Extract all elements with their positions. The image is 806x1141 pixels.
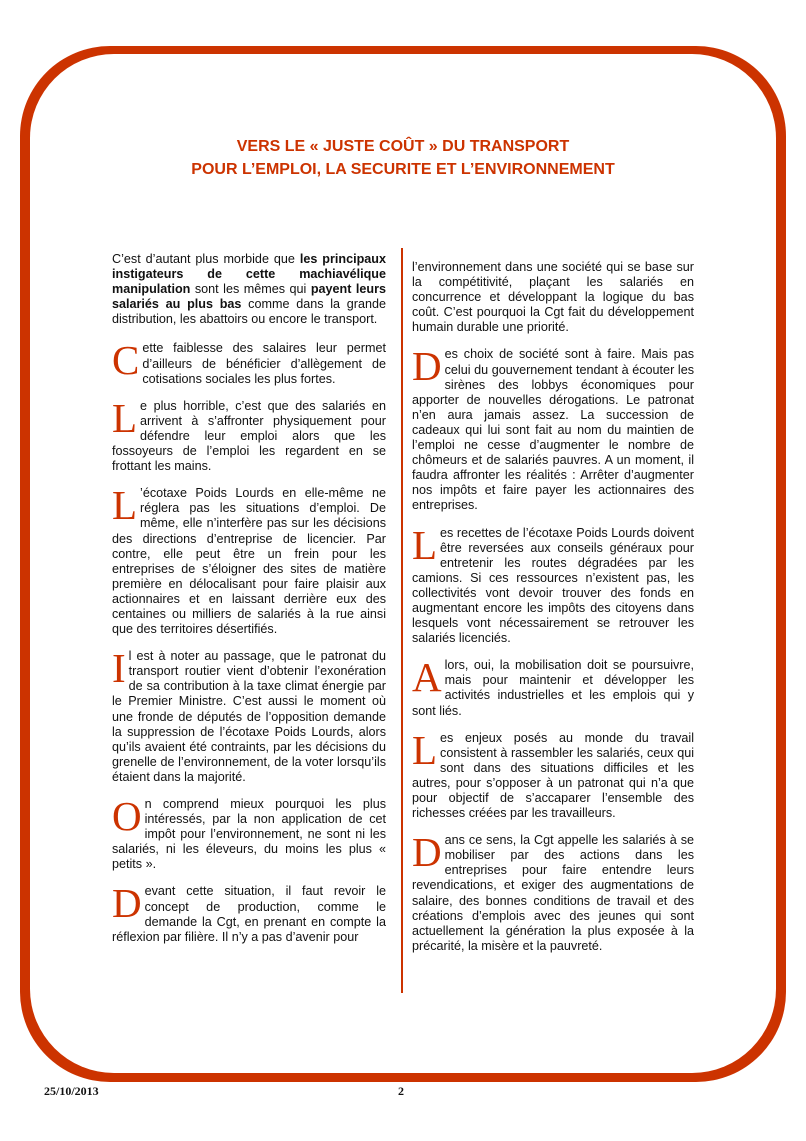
column-divider [401,248,403,993]
drop-cap: D [412,829,442,876]
paragraph [412,343,694,513]
paragraph-text: sont les mêmes qui [190,282,311,297]
paragraph-text: e plus horrible, c’est que des salariés en arrivent à s’affronter physiquement pour défendre leur emploi alors que les fossoyeurs de l’emploi les regardent en se frottant les mains. [112,398,386,474]
paragraph-text: ’écotaxe Poids Lourds en elle-même ne réglera pas les situations d’emploi. De même, elle n’interfère pas sur les décisions des directions d’entreprise de licencier. Par contre, elle peut être un frein pour les entreprises de s’éloigner des sites de matière première en délocalisant pour faire plaisir aux actionnaires et en laissant derrière eux des centaines ou milliers de salariés à la rue ainsi que des territoires désertifiés. [112,486,386,637]
paragraph-text: comme dans la grande distribution, les abattoirs ou encore le transport. [112,297,387,327]
drop-cap: C [112,337,140,384]
paragraph [412,654,694,718]
drop-cap: D [112,880,142,927]
right-column [412,260,694,966]
paragraph-text: n comprend mieux pourquoi les plus intéressés, par la non application de cet impôt pour l’environnement, ne sont ni les salariés, ni les éleveurs, du moins les plus « petits ». [112,797,386,872]
paragraph [112,482,386,637]
paragraph-text: lors, oui, la mobilisation doit se poursuivre, mais pour maintenir et développer les activités industrielles et les emplois qui y sont liés. [412,658,694,718]
drop-cap: O [112,793,142,839]
title-line-1: VERS LE « JUSTE COÛT » DU TRANSPORT [236,138,570,155]
paragraph-text: es recettes de l’écotaxe Poids Lourds doivent être reversées aux conseils généraux pour entretenir les routes dégradées par les camions. Si ces ressources n’existent pas, les collectivités vont devoir trouver des fonds en augmentant encore les impôts des citoyens dans lesquels vont nécessairement se retrouver les salariés licenciés. [412,525,694,646]
footer-page-number: 2 [398,1084,404,1098]
left-column [112,252,386,957]
paragraph-text: l’environnement dans une société qui se base sur la compétitivité, plaçant les salariés en concurrence et développant la logique du bas coût. C’est pourquoi la Cgt fait du développement humain durable une priorité. [412,260,694,335]
paragraph [412,726,694,822]
paragraph [112,645,386,785]
drop-cap: I [112,645,126,692]
drop-cap: A [412,654,442,701]
paragraph-text: es enjeux posés au monde du travail consistent à rassembler les salariés, ceux qui sont dans des situations difficiles et les autres, pour s’opposer à un patronat qui n’a que pour objectif de s’accaparer l’ensemble des richesses créées par les travailleurs. [412,730,694,821]
emphasis-text: payent leurs salariés au plus bas [112,282,386,312]
page-title [0,135,806,181]
paragraph [112,793,386,872]
paragraph [412,260,694,335]
paragraph [412,829,694,954]
drop-cap: L [412,726,438,773]
title-line-2: POUR L’EMPLOI, LA SECURITE ET L’ENVIRONNEMENT [191,161,615,178]
paragraph [112,252,386,327]
paragraph-text: evant cette situation, il faut revoir le concept de production, comme le demande la Cgt, en prenant en compte la réflexion par filière. Il n’y a pas d’avenir pour [112,884,386,944]
paragraph [112,880,386,944]
paragraph [112,394,386,474]
footer-date: 25/10/2013 [44,1084,99,1098]
paragraph-text: ans ce sens, la Cgt appelle les salariés à se mobiliser par des actions dans les entreprises pour faire entendre leurs revendications, et exiger des augmentations de salaire, des bonnes conditions de travail et des créations d’emplois avec des jeunes qui sont actuellement la génération la plus exposée à la précarité, la misère et la pauvreté. [412,833,694,953]
drop-cap: D [412,343,442,390]
paragraph-text: es choix de société sont à faire. Mais pas celui du gouvernement tendant à écouter les sirènes des lobbys économiques pour apporter de nouvelles dérogations. Le patronat n’en aura jamais assez. La succession de cadeaux qui lui sont fait au nom du maintien de l’emploi ne cesse d’augmenter le nombre de chômeurs et de salariés pauvres. A un moment, il faudra affronter les réalités : Arrêter d’augmenter nos impôts et faire payer les actionnaires des entreprises. [412,347,694,513]
paragraph [112,337,386,386]
paragraph [412,521,694,647]
paragraph-text: l est à noter au passage, que le patronat du transport routier vient d’obtenir l’exonération de sa contribution à la taxe climat énergie par le Premier Ministre. C’est aussi le moment où une fronde de députés de l’opposition demande la suppression de l’écotaxe Poids Lourds, alors qu’ils avaient été contraints, par les décisions du grenelle de l’environnement, de la voter lorsqu’ils étaient dans la majorité. [112,649,386,784]
emphasis-text: les principaux instigateurs de cette machiavélique manipulation [112,252,386,297]
drop-cap: L [412,521,438,568]
paragraph-text: ette faiblesse des salaires leur permet d’ailleurs de bénéficier d’allègement de cotisations sociales les plus fortes. [142,341,386,386]
paragraph-text: C’est d’autant plus morbide que [112,252,300,266]
drop-cap: L [112,482,138,529]
drop-cap: L [112,394,138,441]
